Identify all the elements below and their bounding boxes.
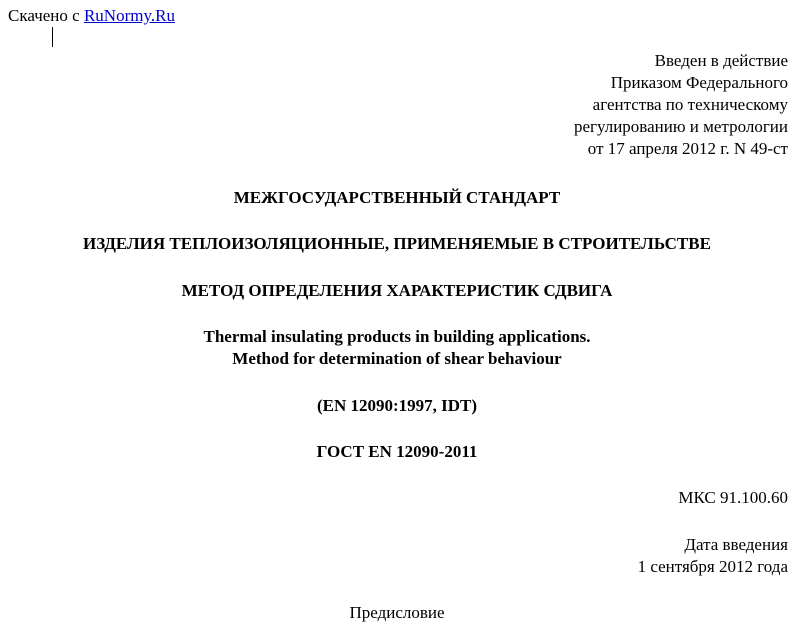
russian-subtitle: МЕТОД ОПРЕДЕЛЕНИЯ ХАРАКТЕРИСТИК СДВИГА	[181, 281, 613, 300]
preface-heading: Предисловие	[349, 603, 445, 622]
intro-date-value: 1 сентября 2012 года	[637, 557, 788, 576]
english-title-line-1: Thermal insulating products in building applications.	[203, 327, 591, 346]
english-title-line-2: Method for determination of shear behaviour	[232, 349, 562, 368]
text-cursor	[52, 27, 53, 47]
enactment-line: агентства по техническому	[592, 95, 788, 114]
standard-designation: ГОСТ EN 12090-2011	[316, 442, 478, 461]
enactment-line: регулированию и метрологии	[573, 117, 788, 136]
enactment-block	[574, 50, 788, 160]
standard-type-heading: МЕЖГОСУДАРСТВЕННЫЙ СТАНДАРТ	[233, 188, 561, 207]
enactment-line: Приказом Федерального	[610, 73, 788, 92]
russian-title: ИЗДЕЛИЯ ТЕПЛОИЗОЛЯЦИОННЫЕ, ПРИМЕНЯЕМЫЕ В СТРОИТЕЛЬСТВЕ	[83, 234, 711, 253]
source-prefix: Скачено с	[8, 6, 84, 25]
intro-date-label: Дата введения	[684, 535, 788, 554]
enactment-line: от 17 апреля 2012 г. N 49-ст	[587, 139, 788, 158]
mks-code: МКС 91.100.60	[678, 488, 788, 507]
identity-note: (EN 12090:1997, IDT)	[316, 396, 478, 415]
enactment-line: Введен в действие	[654, 51, 788, 70]
source-link[interactable]: RuNormy.Ru	[83, 6, 175, 25]
source-line	[8, 5, 175, 26]
